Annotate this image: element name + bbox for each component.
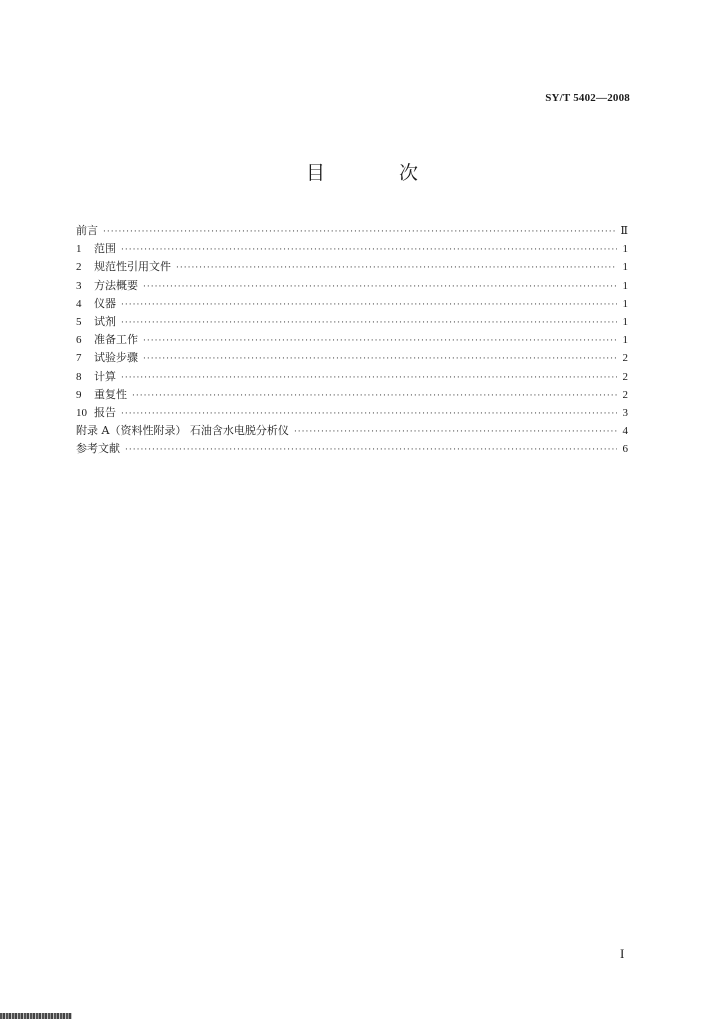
toc-entry-6[interactable] xyxy=(76,331,628,349)
toc-label: 准备工作 xyxy=(94,333,138,347)
toc-label: 参考文献 xyxy=(76,442,120,456)
toc-number: 8 xyxy=(76,370,82,383)
leader-dots xyxy=(121,369,617,387)
toc-page: 4 xyxy=(622,425,628,438)
toc-page: 1 xyxy=(622,334,628,347)
toc-number: 1 xyxy=(76,243,82,256)
table-of-contents xyxy=(76,222,628,458)
toc-entry-7[interactable] xyxy=(76,349,628,367)
leader-dots xyxy=(143,278,617,296)
leader-dots xyxy=(143,332,617,350)
toc-page: 1 xyxy=(622,261,628,274)
leader-dots xyxy=(143,350,617,368)
toc-label: 规范性引用文件 xyxy=(94,260,171,274)
toc-label: 报告 xyxy=(94,405,116,419)
toc-label: 计算 xyxy=(94,369,116,383)
toc-number: 9 xyxy=(76,388,82,401)
page-number: I xyxy=(620,946,625,961)
toc-page: 6 xyxy=(622,443,628,456)
toc-page: 1 xyxy=(622,243,628,256)
toc-entry-references[interactable] xyxy=(76,440,628,458)
toc-label: 附录 A（资料性附录） 石油含水电脱分析仪 xyxy=(76,424,289,438)
toc-page: 2 xyxy=(622,388,628,401)
toc-number: 10 xyxy=(76,406,87,419)
toc-label: 前言 xyxy=(76,224,98,237)
leader-dots xyxy=(103,223,617,241)
toc-entry-1[interactable] xyxy=(76,240,628,258)
standard-code: SY/T 5402—2008 xyxy=(545,92,630,104)
toc-entry-4[interactable] xyxy=(76,295,628,313)
leader-dots xyxy=(121,296,617,314)
toc-label: 试剂 xyxy=(94,314,116,328)
toc-entry-2[interactable] xyxy=(76,258,628,276)
toc-page: Ⅱ xyxy=(620,225,628,237)
toc-number: 4 xyxy=(76,297,82,310)
toc-entry-foreword[interactable] xyxy=(76,222,628,240)
toc-label: 重复性 xyxy=(94,387,127,401)
toc-page: 1 xyxy=(622,297,628,310)
toc-label: 试验步骤 xyxy=(94,351,138,365)
toc-entry-8[interactable] xyxy=(76,368,628,386)
toc-entry-3[interactable] xyxy=(76,277,628,295)
leader-dots xyxy=(132,387,617,405)
scan-artifact xyxy=(0,1013,72,1019)
page-title: 目 次 xyxy=(305,162,453,184)
leader-dots xyxy=(176,259,617,277)
leader-dots xyxy=(121,314,617,332)
leader-dots xyxy=(121,405,617,423)
leader-dots xyxy=(294,423,617,441)
toc-page: 2 xyxy=(622,370,628,383)
toc-entry-5[interactable] xyxy=(76,313,628,331)
toc-number: 5 xyxy=(76,315,82,328)
toc-entry-10[interactable] xyxy=(76,404,628,422)
toc-number: 3 xyxy=(76,279,82,292)
toc-label: 仪器 xyxy=(94,296,116,310)
toc-number: 2 xyxy=(76,261,82,274)
leader-dots xyxy=(125,441,617,459)
toc-page: 1 xyxy=(622,315,628,328)
toc-page: 1 xyxy=(622,279,628,292)
toc-label: 方法概要 xyxy=(94,278,138,292)
toc-page: 2 xyxy=(622,352,628,365)
toc-number: 7 xyxy=(76,352,82,365)
toc-entry-appendix-a[interactable] xyxy=(76,422,628,440)
toc-entry-9[interactable] xyxy=(76,386,628,404)
toc-label: 范围 xyxy=(94,242,116,256)
leader-dots xyxy=(121,241,617,259)
toc-number: 6 xyxy=(76,334,82,347)
toc-page: 3 xyxy=(622,406,628,419)
